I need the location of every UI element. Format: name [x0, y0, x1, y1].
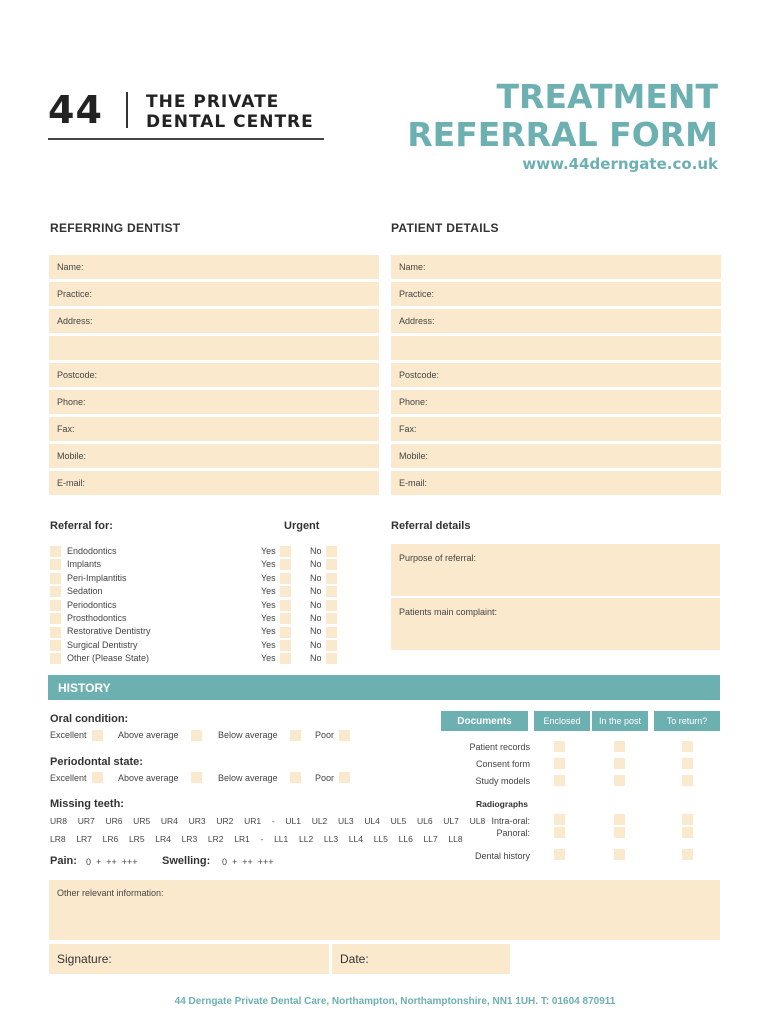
swelling-scale[interactable]: 0 + ++ +++	[222, 857, 274, 867]
no-label: No	[310, 586, 322, 597]
referral-item: Other (Please State)	[67, 653, 150, 664]
no-label: No	[310, 653, 322, 664]
patient-records-enclosed-checkbox[interactable]	[554, 741, 565, 752]
patient-address-line-2-field[interactable]	[391, 336, 721, 360]
form-title	[407, 78, 718, 154]
oral-option-excellent: Excellent	[50, 730, 87, 740]
date-field[interactable]: Date:	[332, 944, 510, 974]
consent-form-enclosed-checkbox[interactable]	[554, 758, 565, 769]
perio-excellent-checkbox[interactable]	[92, 772, 103, 783]
yes-label: Yes	[261, 613, 276, 624]
referral-item: Peri-Implantitis	[67, 572, 127, 583]
patient-practice-field[interactable]: Practice:	[391, 282, 721, 306]
implants-checkbox[interactable]	[50, 559, 61, 570]
patient-mobile-field[interactable]: Mobile:	[391, 444, 721, 468]
logo-divider	[126, 92, 128, 128]
purpose-of-referral-field[interactable]: Purpose of referral:	[391, 544, 720, 596]
dentist-mobile-field[interactable]: Mobile:	[49, 444, 379, 468]
urgent-yes-checkbox[interactable]	[280, 586, 291, 597]
panoral-enclosed-checkbox[interactable]	[554, 827, 565, 838]
enclosed-column-header: Enclosed	[534, 711, 590, 731]
urgent-yes-checkbox[interactable]	[280, 546, 291, 557]
urgent-no-labels	[310, 545, 322, 666]
oral-above-average-checkbox[interactable]	[191, 730, 202, 741]
referral-item: Prosthodontics	[67, 613, 127, 624]
pain-scale[interactable]: 0 + ++ +++	[86, 857, 138, 867]
patient-records-return-checkbox[interactable]	[682, 741, 693, 752]
yes-label: Yes	[261, 586, 276, 597]
oral-poor-checkbox[interactable]	[339, 730, 350, 741]
history-banner: HISTORY	[48, 675, 720, 700]
patient-details-heading: PATIENT DETAILS	[391, 221, 499, 235]
urgent-no-checkbox[interactable]	[326, 546, 337, 557]
patient-postcode-field[interactable]: Postcode:	[391, 363, 721, 387]
oral-option-poor: Poor	[315, 730, 335, 740]
oral-excellent-checkbox[interactable]	[92, 730, 103, 741]
dentist-address-line-2-field[interactable]	[49, 336, 379, 360]
logo-line-1: THE PRIVATE	[146, 92, 280, 112]
sedation-checkbox[interactable]	[50, 586, 61, 597]
study-models-post-checkbox[interactable]	[614, 775, 625, 786]
other-info-field[interactable]: Other relevant information:	[49, 880, 720, 940]
perio-option-excellent: Excellent	[50, 773, 87, 783]
panoral-post-checkbox[interactable]	[614, 827, 625, 838]
referral-details-heading: Referral details	[391, 520, 471, 532]
no-label: No	[310, 639, 322, 650]
periodontics-checkbox[interactable]	[50, 600, 61, 611]
urgent-no-checkbox[interactable]	[326, 573, 337, 584]
urgent-no-checkbox[interactable]	[326, 613, 337, 624]
endodontics-checkbox[interactable]	[50, 546, 61, 557]
perio-option-above-average: Above average	[118, 773, 179, 783]
to-return-column-header: To return?	[654, 711, 720, 731]
urgent-yes-checkbox[interactable]	[280, 600, 291, 611]
perio-poor-checkbox[interactable]	[339, 772, 350, 783]
main-complaint-field[interactable]: Patients main complaint:	[391, 598, 720, 650]
patient-phone-field[interactable]: Phone:	[391, 390, 721, 414]
urgent-heading: Urgent	[284, 520, 320, 532]
referral-item: Surgical Dentistry	[67, 639, 138, 650]
doc-row-consent-form: Consent form	[475, 759, 530, 769]
urgent-no-checkbox[interactable]	[326, 586, 337, 597]
dentist-fax-field[interactable]: Fax:	[49, 417, 379, 441]
dental-history-post-checkbox[interactable]	[614, 849, 625, 860]
urgent-no-checkbox[interactable]	[326, 653, 337, 664]
yes-label: Yes	[261, 559, 276, 570]
doc-row-patient-records: Patient records	[469, 742, 530, 752]
referral-item: Sedation	[67, 586, 103, 597]
referral-for-heading: Referral for:	[50, 520, 113, 532]
referral-items-list	[67, 545, 151, 666]
panoral-return-checkbox[interactable]	[682, 827, 693, 838]
study-models-enclosed-checkbox[interactable]	[554, 775, 565, 786]
peri-implantitis-checkbox[interactable]	[50, 573, 61, 584]
title-line-2: REFERRAL FORM	[407, 115, 718, 154]
yes-label: Yes	[261, 653, 276, 664]
no-label: No	[310, 599, 322, 610]
in-the-post-column-header: In the post	[592, 711, 648, 731]
logo-text	[146, 92, 314, 132]
documents-heading: Documents	[441, 711, 528, 731]
urgent-no-checkbox[interactable]	[326, 600, 337, 611]
signature-field[interactable]: Signature:	[49, 944, 329, 974]
dentist-practice-field[interactable]: Practice:	[49, 282, 379, 306]
dental-history-return-checkbox[interactable]	[682, 849, 693, 860]
title-line-1: TREATMENT	[496, 77, 718, 116]
urgent-yes-checkbox[interactable]	[280, 559, 291, 570]
doc-row-panoral: Panoral:	[496, 828, 530, 838]
urgent-yes-checkbox[interactable]	[280, 573, 291, 584]
patient-records-post-checkbox[interactable]	[614, 741, 625, 752]
patient-address-field[interactable]: Address:	[391, 309, 721, 333]
patient-name-field[interactable]: Name:	[391, 255, 721, 279]
study-models-return-checkbox[interactable]	[682, 775, 693, 786]
patient-email-field[interactable]: E-mail:	[391, 471, 721, 495]
dentist-address-field[interactable]: Address:	[49, 309, 379, 333]
radiographs-label: Radiographs	[476, 799, 528, 809]
referral-item: Endodontics	[67, 546, 117, 556]
urgent-yes-checkbox[interactable]	[280, 627, 291, 638]
no-label: No	[310, 613, 322, 624]
dentist-postcode-field[interactable]: Postcode:	[49, 363, 379, 387]
restorative-dentistry-checkbox[interactable]	[50, 627, 61, 638]
urgent-yes-checkbox[interactable]	[280, 653, 291, 664]
urgent-yes-labels	[261, 545, 276, 666]
oral-below-average-checkbox[interactable]	[290, 730, 301, 741]
no-label: No	[310, 626, 322, 637]
consent-form-post-checkbox[interactable]	[614, 758, 625, 769]
periodontal-state-label: Periodontal state:	[50, 756, 143, 768]
prosthodontics-checkbox[interactable]	[50, 613, 61, 624]
dentist-name-field[interactable]: Name:	[49, 255, 379, 279]
consent-form-return-checkbox[interactable]	[682, 758, 693, 769]
logo-number: 44	[48, 88, 103, 132]
surgical-dentistry-checkbox[interactable]	[50, 640, 61, 651]
doc-row-study-models: Study models	[475, 776, 530, 786]
missing-teeth-label: Missing teeth:	[50, 798, 124, 810]
no-label: No	[310, 546, 322, 556]
intra-oral-return-checkbox[interactable]	[682, 814, 693, 825]
yes-label: Yes	[261, 546, 276, 556]
footer-address: 44 Derngate Private Dental Care, Northampton, Northamptonshire, NN1 1UH. T: 01604 870911	[174, 996, 616, 1007]
referral-item: Periodontics	[67, 599, 117, 610]
lower-teeth-row[interactable]: LR8 LR7 LR6 LR5 LR4 LR3 LR2 LR1 - LL1 LL2 LL3 LL4 LL5 LL6 LL7 LL8	[50, 834, 463, 844]
referring-dentist-heading: REFERRING DENTIST	[50, 221, 181, 235]
website-url: www.44derngate.co.uk	[522, 155, 718, 173]
doc-row-intra-oral: Intra-oral:	[491, 816, 530, 826]
patient-fax-field[interactable]: Fax:	[391, 417, 721, 441]
no-label: No	[310, 572, 322, 583]
urgent-no-checkbox[interactable]	[326, 559, 337, 570]
dentist-email-field[interactable]: E-mail:	[49, 471, 379, 495]
dental-history-enclosed-checkbox[interactable]	[554, 849, 565, 860]
yes-label: Yes	[261, 639, 276, 650]
yes-label: Yes	[261, 572, 276, 583]
perio-above-average-checkbox[interactable]	[191, 772, 202, 783]
perio-below-average-checkbox[interactable]	[290, 772, 301, 783]
perio-option-below-average: Below average	[218, 773, 278, 783]
yes-label: Yes	[261, 626, 276, 637]
referral-item: Implants	[67, 559, 102, 570]
doc-row-dental-history: Dental history	[474, 851, 530, 861]
referral-item: Restorative Dentistry	[67, 626, 151, 637]
upper-teeth-row[interactable]: UR8 UR7 UR6 UR5 UR4 UR3 UR2 UR1 - UL1 UL2 UL3 UL4 UL5 UL6 UL7 UL8	[50, 816, 486, 826]
urgent-no-checkbox[interactable]	[326, 640, 337, 651]
pain-label: Pain:	[50, 855, 77, 867]
oral-condition-label: Oral condition:	[50, 713, 129, 725]
logo-underline	[48, 138, 324, 140]
intra-oral-post-checkbox[interactable]	[614, 814, 625, 825]
other-checkbox[interactable]	[50, 653, 61, 664]
dentist-phone-field[interactable]: Phone:	[49, 390, 379, 414]
perio-option-poor: Poor	[315, 773, 335, 783]
urgent-no-checkbox[interactable]	[326, 627, 337, 638]
swelling-label: Swelling:	[162, 855, 211, 867]
yes-label: Yes	[261, 599, 276, 610]
intra-oral-enclosed-checkbox[interactable]	[554, 814, 565, 825]
logo-line-2: DENTAL CENTRE	[146, 112, 314, 132]
oral-option-below-average: Below average	[218, 730, 278, 740]
no-label: No	[310, 559, 322, 570]
urgent-yes-checkbox[interactable]	[280, 613, 291, 624]
urgent-yes-checkbox[interactable]	[280, 640, 291, 651]
oral-option-above-average: Above average	[118, 730, 179, 740]
